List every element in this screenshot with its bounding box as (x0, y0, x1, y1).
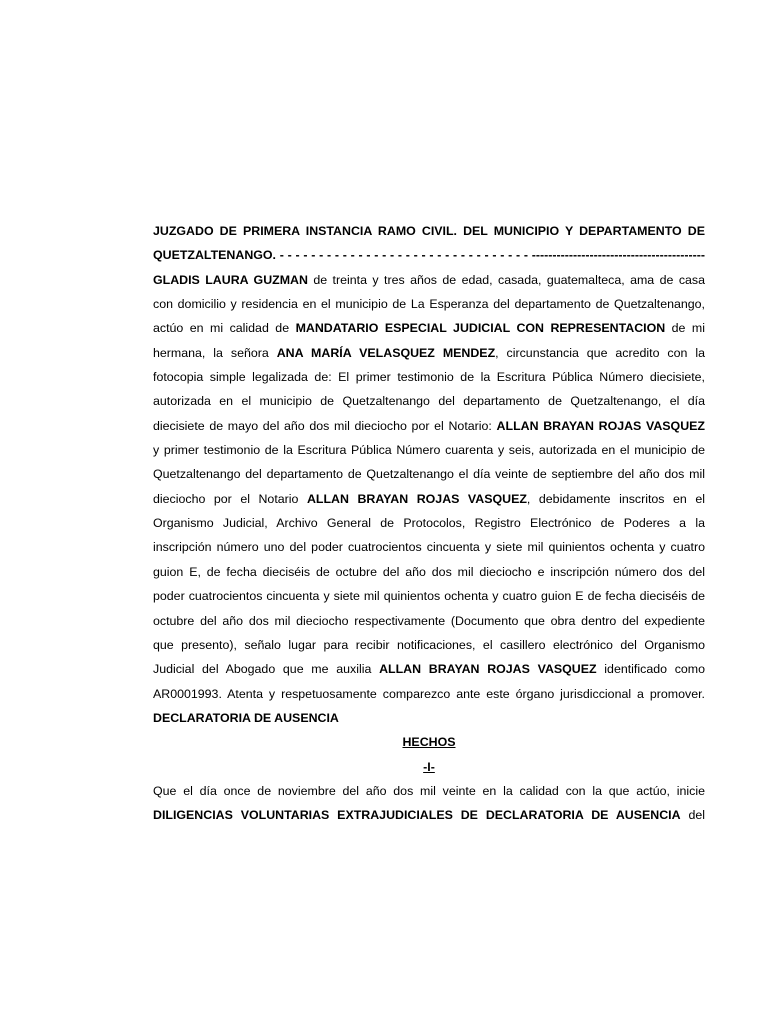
document-line (153, 438, 705, 462)
document-line (153, 609, 705, 633)
text-run: y primer testimonio de la Escritura Pública Número cuarenta y seis, autorizada en el municipio de (153, 443, 705, 458)
text-run: guion E, de fecha dieciséis de octubre del año dos mil dieciocho e inscripción número dos del (153, 564, 705, 579)
text-run: que presento), señalo lugar para recibir notificaciones, el casillero electrónico del Organismo (153, 637, 705, 652)
document-line (153, 803, 705, 827)
document-line (153, 462, 705, 486)
text-run: AR0001993. Atenta y respetuosamente comparezco ante este órgano jurisdiccional a promover. (153, 686, 705, 701)
text-run: Que el día once de noviembre del año dos mil veinte en la calidad con la que actúo, inicie (153, 783, 705, 798)
text-run: , debidamente inscritos en el (526, 491, 705, 506)
text-run: poder cuatrocientos cincuenta y siete mil quinientos ochenta y cuatro guion E de fecha dieciséis de (153, 589, 705, 604)
document-line (153, 316, 705, 340)
document-line (153, 560, 705, 584)
text-run: Quetzaltenango del departamento de Quetzaltenango el día veinte de septiembre del año dos mil (153, 467, 705, 482)
text-run: del (680, 808, 705, 823)
text-run: identificado como (596, 662, 705, 677)
bold-text: HECHOS (402, 735, 456, 750)
bold-text: -I- (423, 759, 435, 774)
document-line (153, 755, 705, 779)
document-line (153, 682, 705, 706)
text-run: fotocopia simple legalizada de: El primer testimonio de la Escritura Pública Número diecisiete, (153, 370, 705, 385)
bold-text: GLADIS LAURA GUZMAN (153, 272, 308, 287)
text-run: hermana, la señora (153, 345, 277, 360)
bold-text: MANDATARIO ESPECIAL JUDICIAL CON REPRESENTACION (295, 321, 666, 336)
bold-text: DILIGENCIAS VOLUNTARIAS EXTRAJUDICIALES DE DECLARATORIA DE AUSENCIA (153, 808, 681, 823)
document-line (153, 584, 705, 608)
document-line (153, 389, 705, 413)
text-run: , circunstancia que acredito con la (495, 345, 705, 360)
document-line (153, 535, 705, 559)
bold-text: ALLAN BRAYAN ROJAS VASQUEZ (379, 662, 597, 677)
bold-text: DECLARATORIA DE AUSENCIA (153, 710, 339, 725)
text-run: Judicial del Abogado que me auxilia (153, 662, 380, 677)
document-line (153, 268, 705, 292)
bold-text: ANA MARÍA VELASQUEZ MENDEZ (276, 345, 496, 360)
document-line (153, 292, 705, 316)
document-line (153, 779, 705, 803)
document-line (153, 511, 705, 535)
document-line (153, 341, 705, 365)
document-line (153, 219, 705, 243)
document-line (153, 414, 705, 438)
document-body (153, 219, 705, 828)
text-run: diecisiete de mayo del año dos mil dieciocho por el Notario: (153, 418, 497, 433)
bold-text: QUETZALTENANGO. - - - - - - - - - - - - - - - - - - - - - - - - - - - - - - - - ------------------------------------------ (153, 248, 705, 263)
text-run: de treinta y tres años de edad, casada, guatemalteca, ama de casa (307, 272, 705, 287)
document-line (153, 657, 705, 681)
text-run: inscripción número uno del poder cuatrocientos cincuenta y siete mil quinientos ochenta y cuatro (153, 540, 705, 555)
bold-text: JUZGADO DE PRIMERA INSTANCIA RAMO CIVIL. DEL MUNICIPIO Y DEPARTAMENTO DE (153, 224, 705, 238)
document-line (153, 706, 705, 730)
text-run: dieciocho por el Notario (153, 491, 307, 506)
document-line (153, 487, 705, 511)
document-line (153, 730, 705, 754)
document-line (153, 365, 705, 389)
text-run: octubre del año dos mil dieciocho respectivamente (Documento que obra dentro del expediente (153, 613, 705, 628)
text-run: autorizada en el municipio de Quetzaltenango del departamento de Quetzaltenango, el día (153, 394, 705, 409)
text-run: Organismo Judicial, Archivo General de Protocolos, Registro Electrónico de Poderes a la (153, 516, 705, 531)
text-run: actúo en mi calidad de (153, 321, 296, 336)
document-line (153, 633, 705, 657)
text-run: con domicilio y residencia en el municipio de La Esperanza del departamento de Quetzaltenango, (153, 297, 705, 312)
bold-text: ALLAN BRAYAN ROJAS VASQUEZ (306, 491, 527, 506)
bold-text: ALLAN BRAYAN ROJAS VASQUEZ (496, 418, 705, 433)
document-line (153, 243, 705, 267)
text-run: de mi (665, 321, 705, 336)
